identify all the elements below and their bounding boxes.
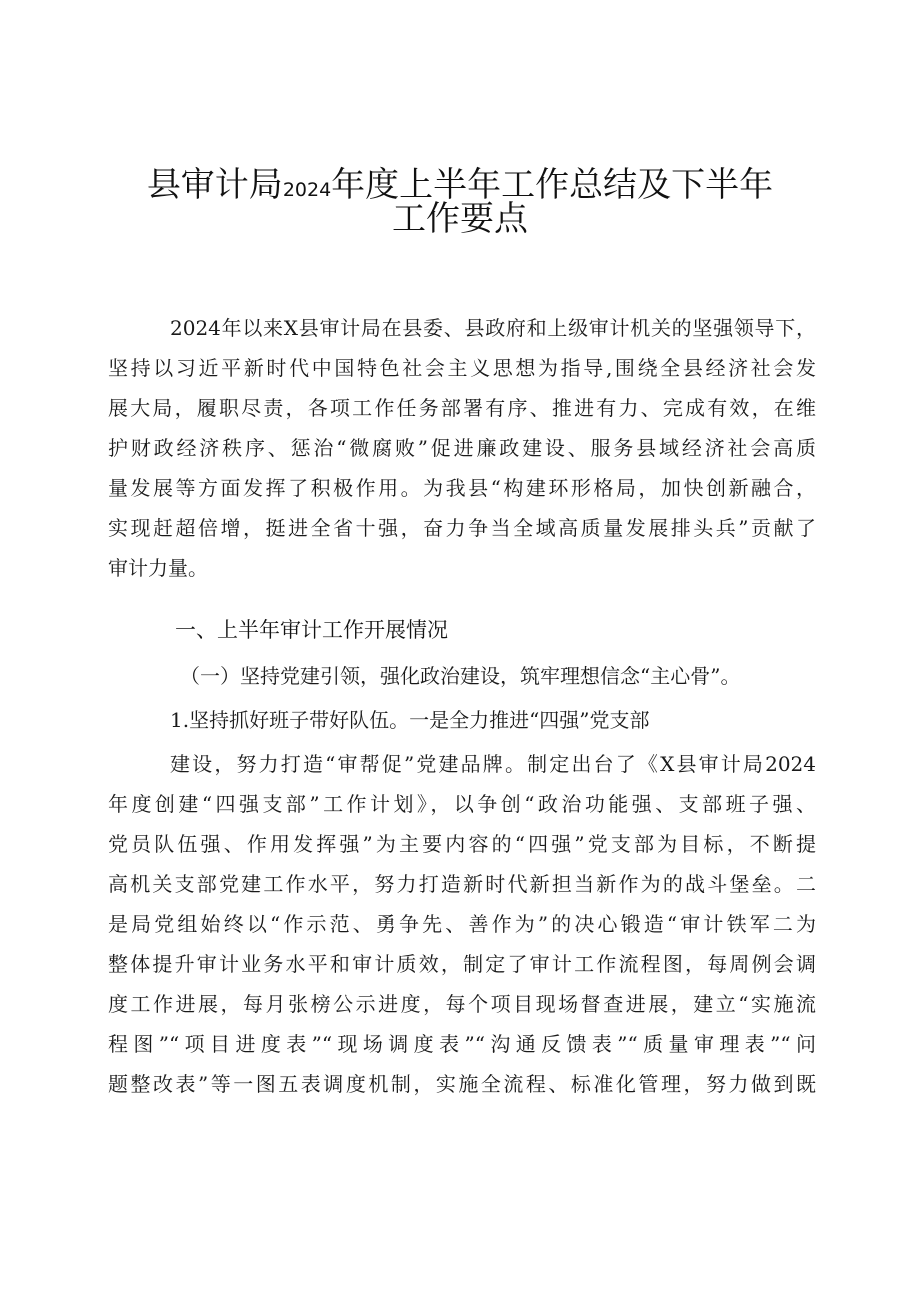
item1-line: 建设，努力打造“审帮促”党建品牌。制定出台了《X县审计局2024 <box>170 752 816 776</box>
item1-line: 整体提升审计业务水平和审计质效，制定了审计工作流程图，每周例会调 <box>108 952 816 976</box>
intro-line: 审计力量。 <box>108 556 208 580</box>
title-suffix: 年度上半年工作总结及下半年 <box>331 165 774 205</box>
intro-line: 展大局，履职尽责，各项工作任务部署有序、推进有力、完成有效，在维 <box>108 396 816 420</box>
item1-line: 题整改表”等一图五表调度机制，实施全流程、标准化管理，努力做到既 <box>108 1072 816 1096</box>
intro-line: 护财政经济秩序、惩治“微腐败”促进廉政建设、服务县域经济社会高质 <box>108 436 816 460</box>
section-heading-1: 一、上半年审计工作开展情况 <box>175 618 448 642</box>
intro-line: 2024年以来X县审计局在县委、县政府和上级审计机关的坚强领导下， <box>170 316 816 340</box>
title-prefix: 县审计局 <box>146 165 283 205</box>
item1-paragraph <box>108 744 816 1104</box>
document-title-line-2: 工作要点 <box>392 199 528 239</box>
item1-line: 度工作进展，每月张榜公示进度，每个项目现场督查进展，建立“实施流 <box>108 992 816 1016</box>
intro-line: 量发展等方面发挥了积极作用。为我县“构建环形格局，加快创新融合， <box>108 476 816 500</box>
item1-line: 党员队伍强、作用发挥强”为主要内容的“四强”党支部为目标，不断提 <box>108 832 816 856</box>
item1-line: 程图”“项目进度表”“现场调度表”“沟通反馈表”“质量审理表”“问 <box>108 1032 816 1056</box>
item-heading-1: 1.坚持抓好班子带好队伍。一是全力推进“四强”党支部 <box>170 708 650 732</box>
intro-line: 坚持以习近平新时代中国特色社会主义思想为指导,围绕全县经济社会发 <box>108 356 816 380</box>
intro-paragraph <box>108 308 816 588</box>
item1-line: 高机关支部党建工作水平，努力打造新时代新担当新作为的战斗堡垒。二 <box>108 872 816 896</box>
item1-line: 是局党组始终以“作示范、勇争先、善作为”的决心锻造“审计铁军二为 <box>108 912 816 936</box>
intro-line: 实现赶超倍增，挺进全省十强，奋力争当全域高质量发展排头兵”贡献了 <box>108 516 816 540</box>
item1-line: 年度创建“四强支部”工作计划》，以争创“政治功能强、支部班子强、 <box>108 792 816 816</box>
subsection-heading-1: （一）坚持党建引领，强化政治建设，筑牢理想信念“主心骨”。 <box>180 664 741 688</box>
title-year: 2024 <box>282 179 332 201</box>
